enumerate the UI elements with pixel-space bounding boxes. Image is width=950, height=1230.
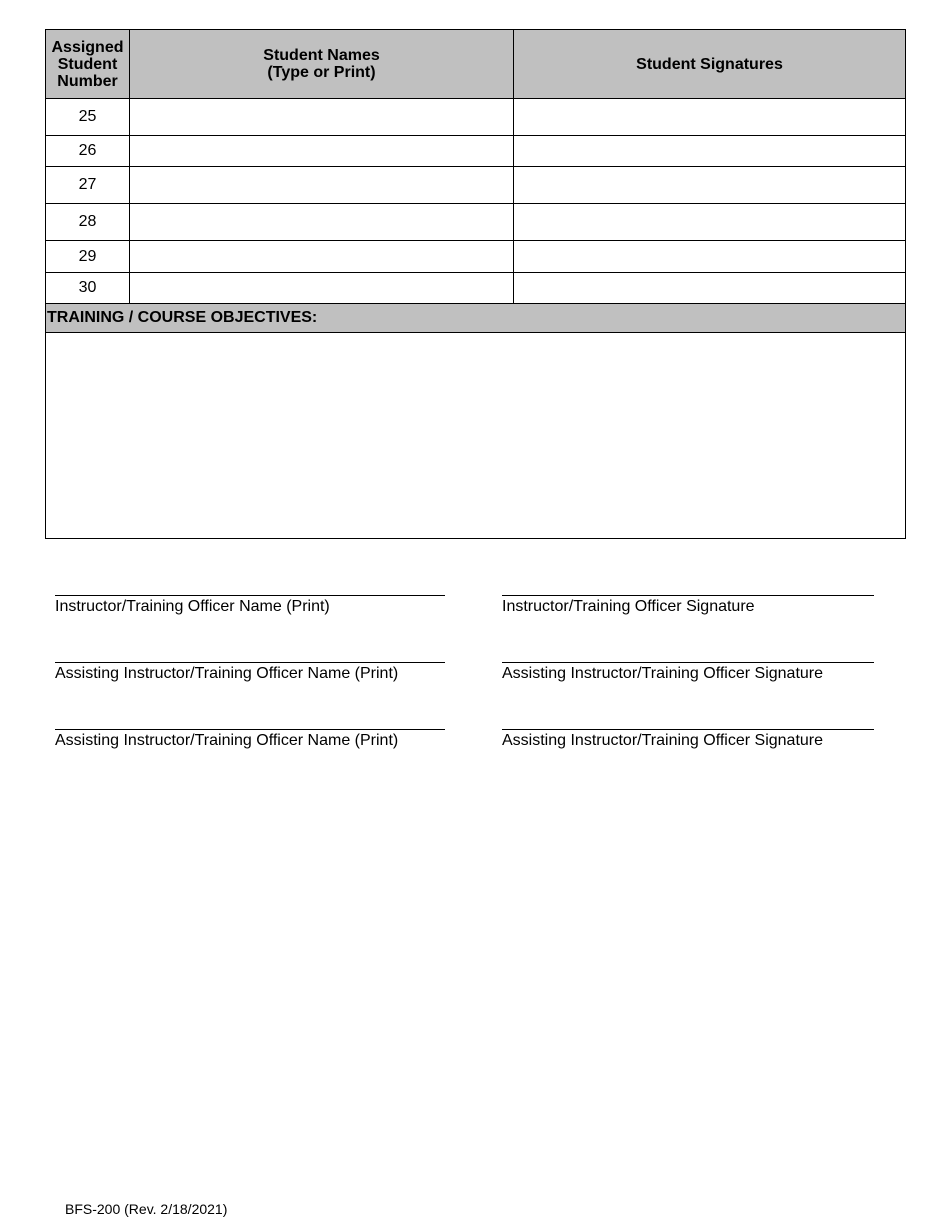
student-number-cell: 28 bbox=[46, 204, 130, 241]
assist1-signature-label: Assisting Instructor/Training Officer Signature bbox=[502, 665, 824, 682]
instructor-name-label: Instructor/Training Officer Name (Print) bbox=[55, 598, 330, 615]
student-name-field[interactable] bbox=[130, 136, 514, 167]
student-number-cell: 25 bbox=[46, 99, 130, 136]
header-line: Number bbox=[57, 72, 118, 90]
assist1-signature-block bbox=[502, 662, 874, 683]
student-name-field[interactable] bbox=[130, 99, 514, 136]
objectives-field[interactable] bbox=[46, 333, 906, 539]
assist2-signature-label: Assisting Instructor/Training Officer Signature bbox=[502, 732, 824, 749]
student-signature-field[interactable] bbox=[514, 136, 906, 167]
student-signature-field[interactable] bbox=[514, 241, 906, 273]
assist2-signature-block bbox=[502, 729, 874, 750]
header-student-signatures: Student Signatures bbox=[514, 30, 906, 99]
assist1-name-block bbox=[55, 662, 445, 683]
table-row bbox=[46, 241, 906, 273]
student-number-cell: 27 bbox=[46, 167, 130, 204]
header-line: Student Names bbox=[263, 47, 380, 64]
table-row bbox=[46, 204, 906, 241]
table-row bbox=[46, 273, 906, 304]
table-row bbox=[46, 136, 906, 167]
objectives-body-row bbox=[46, 333, 906, 539]
header-line: Student bbox=[57, 55, 118, 73]
instructor-name-block bbox=[55, 595, 445, 616]
table-row bbox=[46, 167, 906, 204]
student-name-field[interactable] bbox=[130, 167, 514, 204]
student-signature-field[interactable] bbox=[514, 167, 906, 204]
assist2-name-block bbox=[55, 729, 445, 750]
header-student-names bbox=[130, 30, 514, 99]
objectives-label: TRAINING / COURSE OBJECTIVES: bbox=[46, 304, 906, 333]
student-signature-field[interactable] bbox=[514, 273, 906, 304]
student-roster-table bbox=[45, 29, 906, 539]
student-number-cell: 29 bbox=[46, 241, 130, 273]
instructor-signature-label: Instructor/Training Officer Signature bbox=[502, 598, 755, 615]
student-name-field[interactable] bbox=[130, 241, 514, 273]
objectives-header-row bbox=[46, 304, 906, 333]
header-assigned-student-number bbox=[46, 30, 130, 99]
student-signature-field[interactable] bbox=[514, 204, 906, 241]
table-header-row bbox=[46, 30, 906, 99]
table-row bbox=[46, 99, 906, 136]
student-name-field[interactable] bbox=[130, 273, 514, 304]
assist2-name-label: Assisting Instructor/Training Officer Name (Print) bbox=[55, 732, 399, 749]
student-name-field[interactable] bbox=[130, 204, 514, 241]
student-number-cell: 30 bbox=[46, 273, 130, 304]
form-id-footer: BFS-200 (Rev. 2/18/2021) bbox=[65, 1201, 228, 1217]
header-line: (Type or Print) bbox=[267, 64, 376, 81]
header-line: Assigned bbox=[51, 38, 124, 56]
instructor-signature-block bbox=[502, 595, 874, 616]
student-number-cell: 26 bbox=[46, 136, 130, 167]
student-signature-field[interactable] bbox=[514, 99, 906, 136]
assist1-name-label: Assisting Instructor/Training Officer Name (Print) bbox=[55, 665, 399, 682]
